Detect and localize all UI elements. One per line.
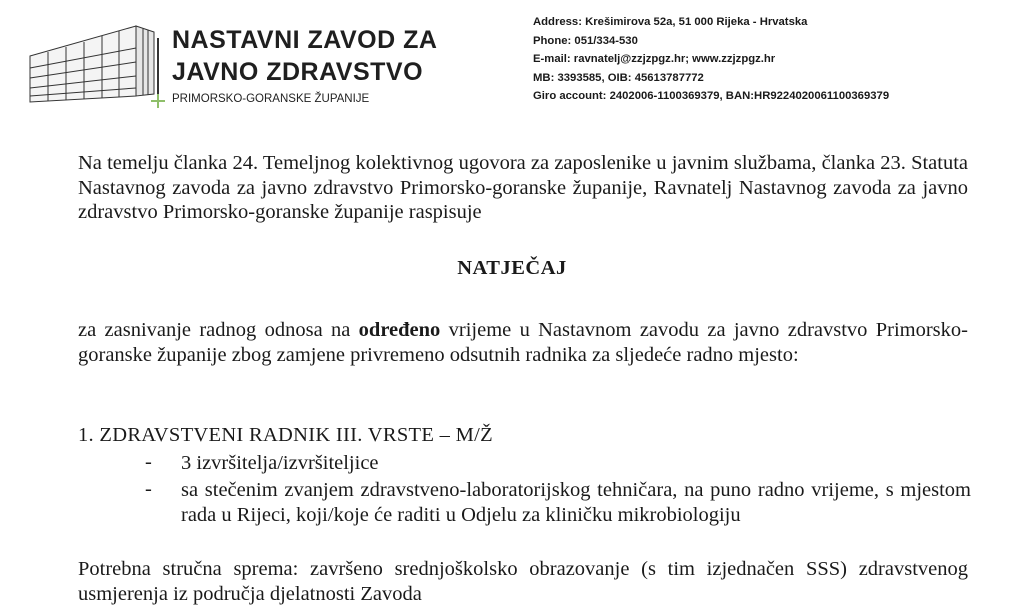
purpose-emphasis: određeno: [358, 319, 441, 341]
bullet-marker: -: [145, 478, 152, 500]
purpose-paragraph: [78, 318, 968, 367]
contact-block: [533, 13, 889, 106]
bullet-item-positions: 3 izvršitelja/izvršiteljice: [181, 452, 379, 474]
contact-address: Address: Krešimirova 52a, 51 000 Rijeka - Hrvatska: [533, 16, 808, 28]
organization-subtitle: PRIMORSKO-GORANSKE ŽUPANIJE: [172, 93, 370, 105]
qualification-paragraph: Potrebna stručna sprema: završeno srednjoškolsko obrazovanje (s tim izjednačen SSS) zdravstvenog usmjerenja iz područja djelatnosti Zavoda: [78, 558, 968, 605]
contact-email: E-mail: ravnatelj@zzjzpgz.hr; www.zzjzpgz.hr: [533, 53, 776, 66]
purpose-text-end: vrijeme u Nastavnom zavodu za javno zdravstvo Primorsko-goranske županije zbog zamjene privremeno odsutnih radnika za sljedeće radno mjesto:: [78, 319, 968, 366]
position-title: 1. ZDRAVSTVENI RADNIK III. VRSTE – M/Ž: [78, 424, 493, 446]
purpose-text-start: za zasnivanje radnog odnosa na: [78, 319, 359, 341]
bullet-item-requirements: sa stečenim zvanjem zdravstveno-laboratorijskog tehničara, na puno radno vrijeme, s mjestom rada u Rijeci, koji/koje će raditi u Odjelu za kliničku mikrobiologiju: [181, 479, 971, 526]
contact-phone: Phone: 051/334-530: [533, 34, 638, 47]
document-title: NATJEČAJ: [457, 257, 567, 279]
bullet-marker: -: [145, 451, 152, 473]
organization-name-line2: JAVNO ZDRAVSTVO: [172, 58, 424, 86]
intro-paragraph: Na temelju članka 24. Temeljnog kolektivnog ugovora za zaposlenike u javnim službama, članka 23. Statuta Nastavnog zavoda za javno zdravstvo Primorsko-goranske županije, Ravnatelj Nastavnog zavoda za javno zdravstvo Primorsko-goranske županije raspisuje: [78, 152, 968, 223]
organization-name-line1: NASTAVNI ZAVOD ZA: [172, 26, 438, 54]
building-logo-icon: [18, 18, 168, 110]
contact-registration: MB: 3393585, OIB: 45613787772: [533, 71, 704, 84]
contact-giro-account: Giro account: 2402006-1100369379, BAN:HR9224020061100369379: [533, 90, 890, 103]
